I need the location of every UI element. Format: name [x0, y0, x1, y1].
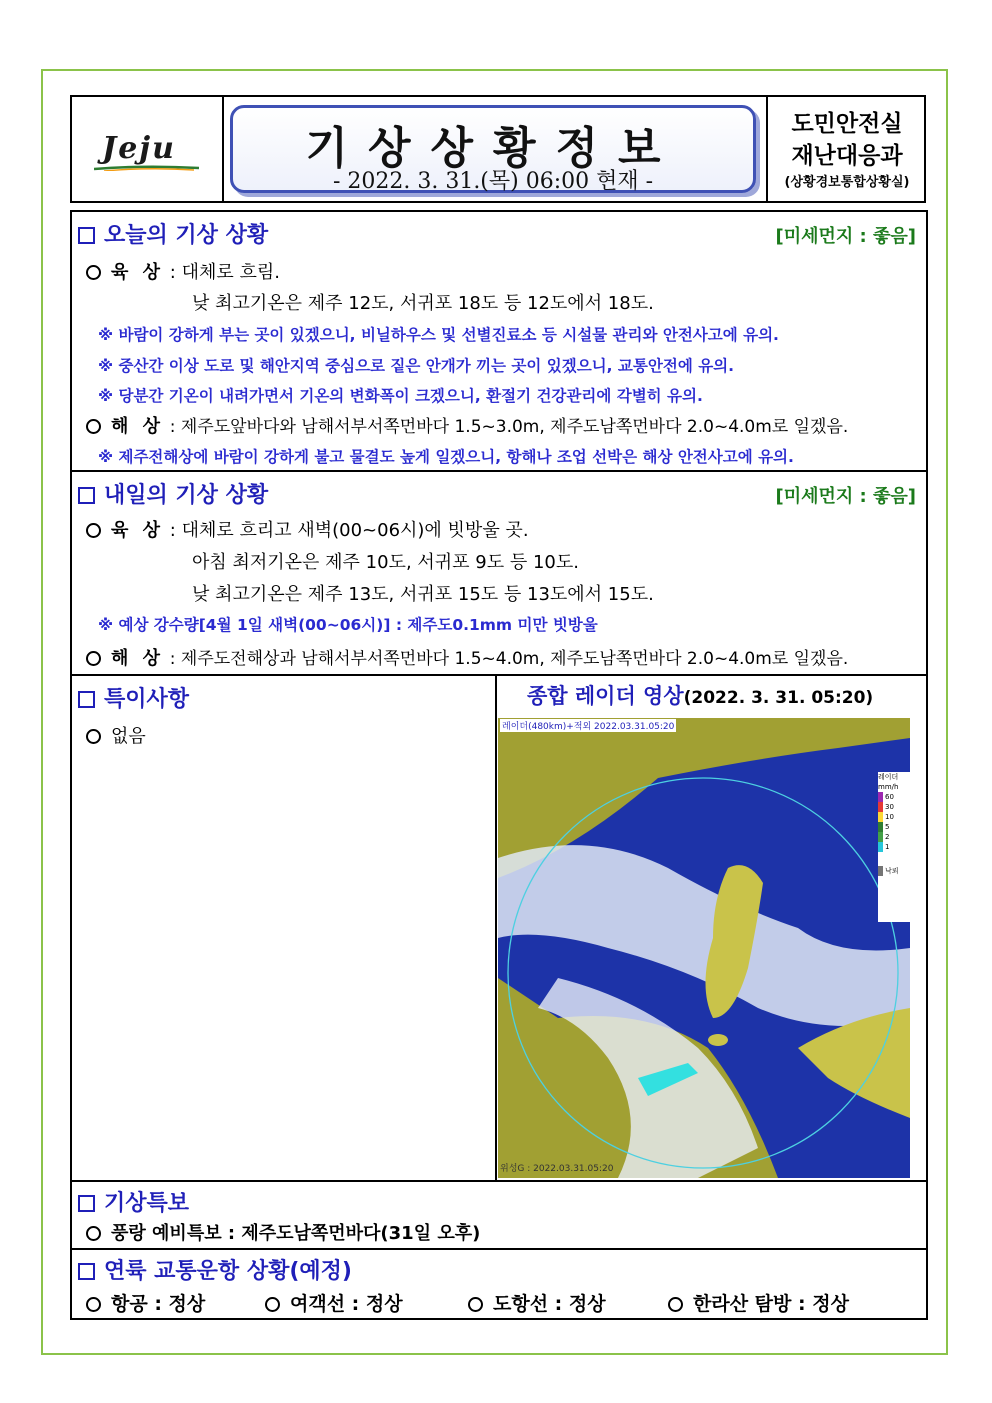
circle-bullet-icon	[86, 1297, 101, 1312]
circle-bullet-icon	[86, 523, 101, 538]
checkbox-icon	[78, 691, 95, 708]
circle-bullet-icon	[265, 1297, 280, 1312]
tomorrow-sea-line: 해 상 : 제주도전해상과 남해서부서쪽먼바다 1.5~4.0m, 제주도남쪽먼바다 2.0~4.0m로 일겠음.	[86, 644, 848, 670]
warning-item: 풍랑 예비특보 : 제주도남쪽먼바다(31일 오후)	[86, 1219, 480, 1245]
circle-bullet-icon	[86, 265, 101, 280]
today-sea-note: ※ 제주전해상에 바람이 강하게 불고 물결도 높게 일겠으니, 항해나 조업 선박은 해상 안전사고에 유의.	[98, 448, 794, 466]
circle-bullet-icon	[86, 1226, 101, 1241]
checkbox-icon	[78, 1263, 95, 1280]
radar-image	[498, 718, 910, 1178]
transport-item-air: 항공 : 정상	[86, 1289, 205, 1316]
today-sea-line: 해 상 : 제주도앞바다와 남해서부서쪽먼바다 1.5~3.0m, 제주도남쪽먼바다 2.0~4.0m로 일겠음.	[86, 412, 848, 438]
title-box	[230, 105, 756, 193]
transport-item-island-ferry: 도항선 : 정상	[468, 1289, 606, 1316]
radar-caption-top: 레이더(480km)+적외 2022.03.31.05:20	[500, 719, 676, 732]
page-title: 기상상황정보	[305, 123, 681, 174]
radar-map	[498, 718, 910, 1178]
divider	[72, 1180, 926, 1182]
radar-legend: 레이더 mm/h 60 30 10 5 2 1 낙뢰	[878, 772, 910, 922]
department-line-3: (상황경보통합상황실)	[784, 175, 910, 190]
tomorrow-land-min: 아침 최저기온은 제주 10도, 서귀포 9도 등 10도.	[192, 552, 579, 573]
radar-caption-bottom: 위성G : 2022.03.31.05:20	[500, 1164, 614, 1174]
checkbox-icon	[78, 227, 95, 244]
department-line-2: 재난대응과	[791, 143, 903, 169]
warning-section-title: 기상특보	[78, 1186, 189, 1217]
divider	[72, 674, 926, 676]
today-land-temp: 낮 최고기온은 제주 12도, 서귀포 18도 등 12도에서 18도.	[192, 293, 654, 314]
checkbox-icon	[78, 1195, 95, 1212]
today-note-3: ※ 당분간 기온이 내려가면서 기온의 변화폭이 크겠으니, 환절기 건강관리에 각별히 유의.	[98, 387, 703, 405]
tomorrow-land-max: 낮 최고기온은 제주 13도, 서귀포 15도 등 13도에서 15도.	[192, 584, 654, 605]
department-line-1: 도민안전실	[791, 111, 903, 137]
report-header	[70, 95, 926, 203]
today-land-line: 육 상 : 대체로 흐림.	[86, 258, 280, 284]
today-dust-badge: [미세먼지 : 좋음]	[775, 226, 916, 247]
circle-bullet-icon	[86, 419, 101, 434]
report-date: - 2022. 3. 31.(목) 06:00 현재 -	[332, 169, 654, 194]
logo-swoosh-icon	[94, 165, 199, 171]
transport-item-ferry: 여객선 : 정상	[265, 1289, 403, 1316]
special-section-title: 특이사항	[78, 682, 189, 713]
department-cell	[766, 97, 926, 201]
special-item: 없음	[86, 722, 146, 748]
tomorrow-rain-note: ※ 예상 강수량[4월 1일 새벽(00~06시)] : 제주도0.1mm 미만 빗방울	[98, 616, 598, 634]
transport-section-title: 연륙 교통운항 상황(예정)	[78, 1254, 352, 1285]
logo-cell	[72, 97, 224, 201]
divider	[72, 1248, 926, 1250]
transport-item-hallasan: 한라산 탐방 : 정상	[668, 1289, 849, 1316]
divider	[72, 470, 926, 472]
jeju-logo: Jeju	[102, 131, 176, 166]
tomorrow-land-line: 육 상 : 대체로 흐리고 새벽(00~06시)에 빗방울 곳.	[86, 516, 529, 542]
checkbox-icon	[78, 487, 95, 504]
today-note-2: ※ 중산간 이상 도로 및 해안지역 중심으로 짙은 안개가 끼는 곳이 있겠으니, 교통안전에 유의.	[98, 357, 735, 375]
circle-bullet-icon	[468, 1297, 483, 1312]
radar-title: 종합 레이더 영상(2022. 3. 31. 05:20)	[527, 684, 874, 708]
today-note-1: ※ 바람이 강하게 부는 곳이 있겠으니, 비닐하우스 및 선별진료소 등 시설물 관리와 안전사고에 유의.	[98, 326, 779, 344]
column-divider	[495, 674, 497, 1180]
tomorrow-section-title: 내일의 기상 상황	[78, 478, 268, 509]
tomorrow-dust-badge: [미세먼지 : 좋음]	[775, 486, 916, 507]
report-body	[70, 210, 928, 1320]
circle-bullet-icon	[86, 651, 101, 666]
today-section-title: 오늘의 기상 상황	[78, 218, 268, 249]
circle-bullet-icon	[668, 1297, 683, 1312]
circle-bullet-icon	[86, 729, 101, 744]
